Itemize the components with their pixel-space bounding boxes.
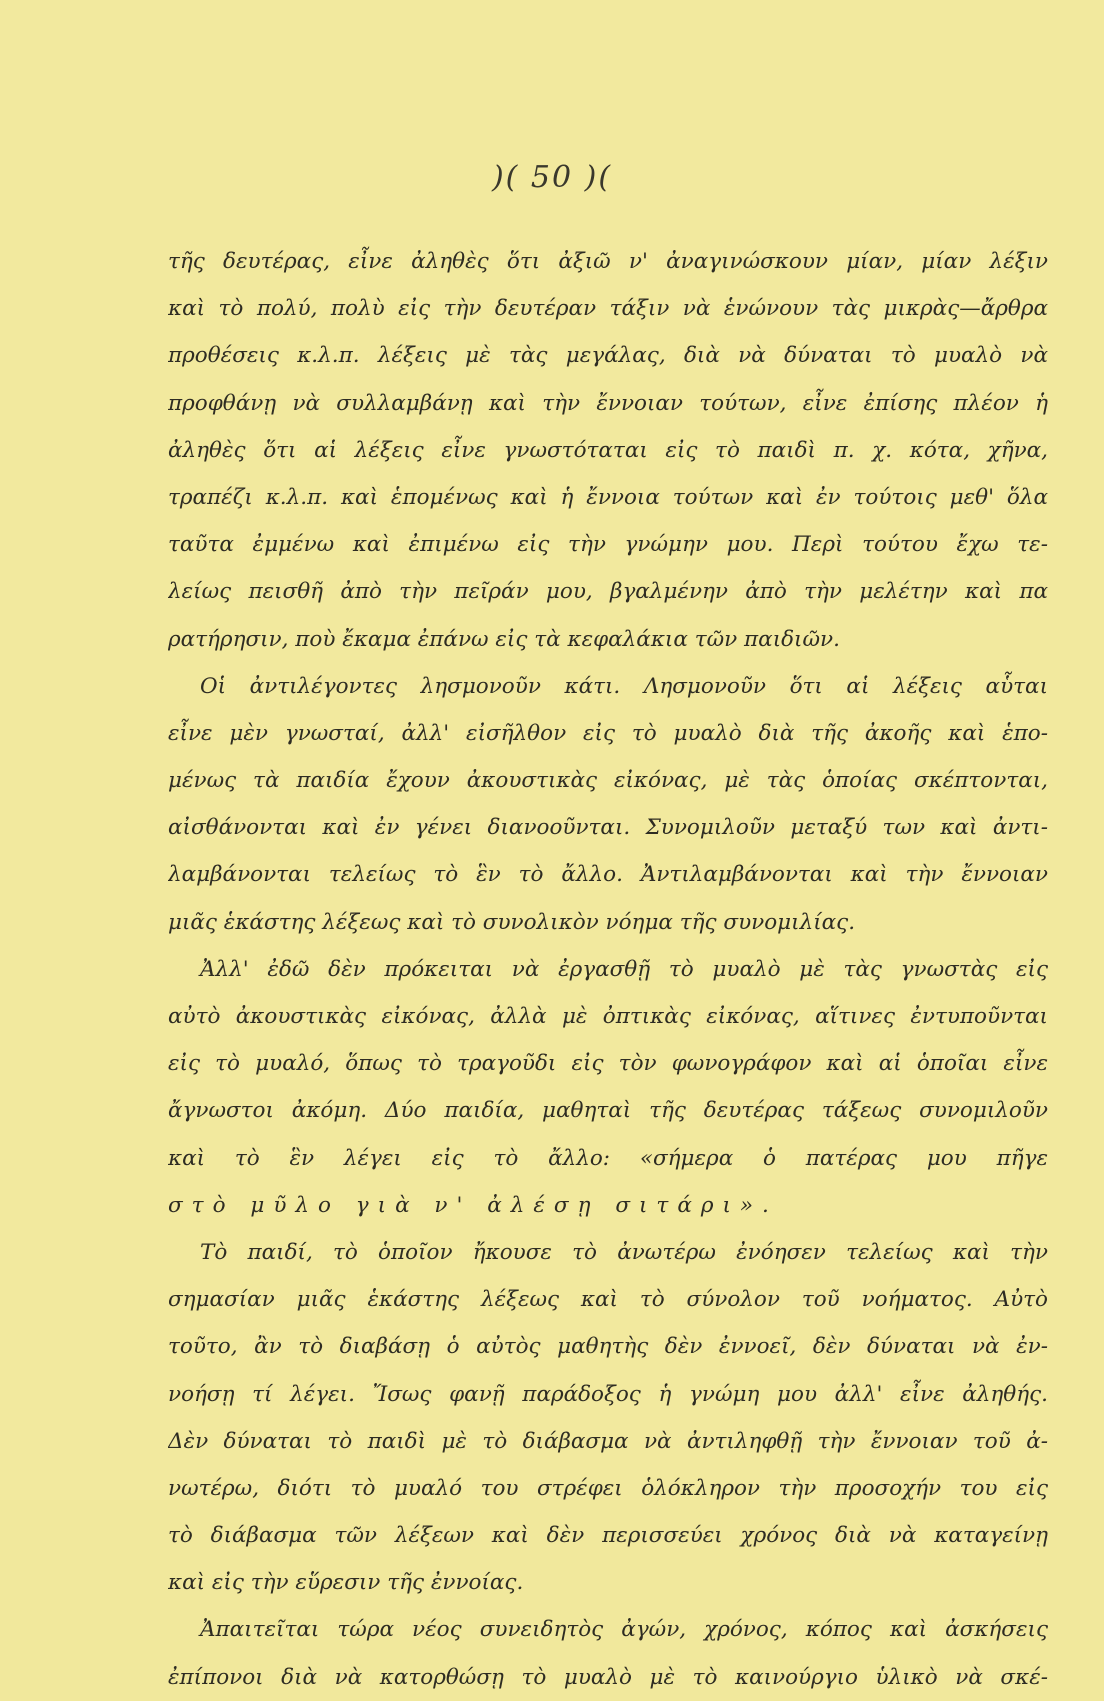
text-line: ἀληθὲς ὅτι αἱ λέξεις εἶνε γνωστόταται εἰς τὸ παιδὶ π. χ. κότα, χῆνα, — [168, 437, 1048, 463]
text-line: προθέσεις κ.λ.π. λέξεις μὲ τὰς μεγάλας, διὰ νὰ δύναται τὸ μυαλὸ νὰ — [168, 343, 1048, 369]
text-line: καὶ εἰς τὴν εὕρεσιν τῆς ἐννοίας. — [168, 1570, 524, 1596]
text-line: ἄγνωστοι ἀκόμη. Δύο παιδία, μαθηταὶ τῆς δευτέρας τάξεως συνομιλοῦν — [168, 1098, 1048, 1124]
text-line: καὶ τὸ ἓν λέγει εἰς τὸ ἄλλο: «σήμερα ὁ πατέρας μου πῆγε — [168, 1145, 1048, 1171]
page-number: )( 50 )( — [491, 160, 613, 195]
text-line: τῆς δευτέρας, εἶνε ἀληθὲς ὅτι ἀξιῶ ν' ἀναγινώσκουν μίαν, μίαν λέξιν — [168, 249, 1048, 274]
text-line: Οἱ ἀντιλέγοντες λησμονοῦν κάτι. Λησμονοῦν ὅτι αἱ λέξεις αὗται — [200, 673, 1048, 699]
text-line: ἐπίπονοι διὰ νὰ κατορθώσῃ τὸ μυαλὸ μὲ τὸ καινούργιο ὑλικὸ νὰ σκέ- — [168, 1664, 1048, 1690]
text-line: Ἀπαιτεῖται τώρα νέος συνειδητὸς ἀγών, χρόνος, κόπος καὶ ἀσκήσεις — [200, 1617, 1048, 1643]
text-line: ταῦτα ἐμμένω καὶ ἐπιμένω εἰς τὴν γνώμην μου. Περὶ τούτου ἔχω τε- — [168, 532, 1048, 558]
text-line: νοήσῃ τί λέγει. Ἴσως φανῇ παράδοξος ἡ γνώμη μου ἀλλ' εἶνε ἀληθής. — [168, 1381, 1048, 1407]
text-line: τοῦτο, ἂν τὸ διαβάσῃ ὁ αὐτὸς μαθητὴς δὲν ἐννοεῖ, δὲν δύναται νὰ ἐν- — [168, 1334, 1048, 1360]
text-line: Τὸ παιδί, τὸ ὁποῖον ἤκουσε τὸ ἀνωτέρω ἐνόησεν τελείως καὶ τὴν — [200, 1239, 1048, 1265]
text-line: αὐτὸ ἀκουστικὰς εἰκόνας, ἀλλὰ μὲ ὀπτικὰς εἰκόνας, αἵτινες ἐντυποῦνται — [168, 1004, 1048, 1029]
text-line: Ἀλλ' ἐδῶ δὲν πρόκειται νὰ ἐργασθῇ τὸ μυαλὸ μὲ τὰς γνωστὰς εἰς — [200, 956, 1048, 982]
text-line: σημασίαν μιᾶς ἑκάστης λέξεως καὶ τὸ σύνολον τοῦ νοήματος. Αὐτὸ — [168, 1287, 1048, 1313]
text-line: εἶνε μὲν γνωσταί, ἀλλ' εἰσῆλθον εἰς τὸ μυαλὸ διὰ τῆς ἀκοῆς καὶ ἑπο- — [168, 720, 1048, 746]
text-line: αἰσθάνονται καὶ ἐν γένει διανοοῦνται. Συνομιλοῦν μεταξύ των καὶ ἀντι- — [168, 815, 1048, 841]
text-line: στὸ μῦλο γιὰ ν' ἀλέσῃ σιτάρι». — [168, 1192, 778, 1218]
body-text — [168, 238, 1048, 1701]
text-line: νωτέρω, διότι τὸ μυαλό του στρέφει ὁλόκληρον τὴν προσοχήν του εἰς — [168, 1475, 1048, 1501]
text-line: τραπέζι κ.λ.π. καὶ ἑπομένως καὶ ἡ ἔννοια τούτων καὶ ἐν τούτοις μεθ' ὅλα — [168, 484, 1048, 510]
text-line: μένως τὰ παιδία ἔχουν ἀκουστικὰς εἰκόνας, μὲ τὰς ὁποίας σκέπτονται, — [168, 768, 1048, 794]
text-line: ρατήρησιν, ποὺ ἔκαμα ἐπάνω εἰς τὰ κεφαλάκια τῶν παιδιῶν. — [168, 626, 840, 652]
text-line: λαμβάνονται τελείως τὸ ἓν τὸ ἄλλο. Ἀντιλαμβάνονται καὶ τὴν ἔννοιαν — [168, 862, 1048, 888]
text-line: λείως πεισθῆ ἀπὸ τὴν πεῖράν μου, βγαλμένην ἀπὸ τὴν μελέτην καὶ πα — [168, 579, 1048, 605]
text-line: τὸ διάβασμα τῶν λέξεων καὶ δὲν περισσεύει χρόνος διὰ νὰ καταγείνῃ — [168, 1523, 1048, 1549]
text-line: προφθάνῃ νὰ συλλαμβάνῃ καὶ τὴν ἔννοιαν τούτων, εἶνε ἐπίσης πλέον ἡ — [168, 390, 1048, 416]
text-line: Δὲν δύναται τὸ παιδὶ μὲ τὸ διάβασμα νὰ ἀντιληφθῇ τὴν ἔννοιαν τοῦ ἀ- — [168, 1428, 1048, 1454]
text-line: εἰς τὸ μυαλό, ὅπως τὸ τραγοῦδι εἰς τὸν φωνογράφον καὶ αἱ ὁποῖαι εἶνε — [168, 1051, 1048, 1077]
text-line: μιᾶς ἑκάστης λέξεως καὶ τὸ συνολικὸν νόημα τῆς συνομιλίας. — [168, 909, 856, 935]
text-line: καὶ τὸ πολύ, πολὺ εἰς τὴν δευτέραν τάξιν νὰ ἑνώνουν τὰς μικρὰς—ἄρθρα — [168, 296, 1048, 322]
